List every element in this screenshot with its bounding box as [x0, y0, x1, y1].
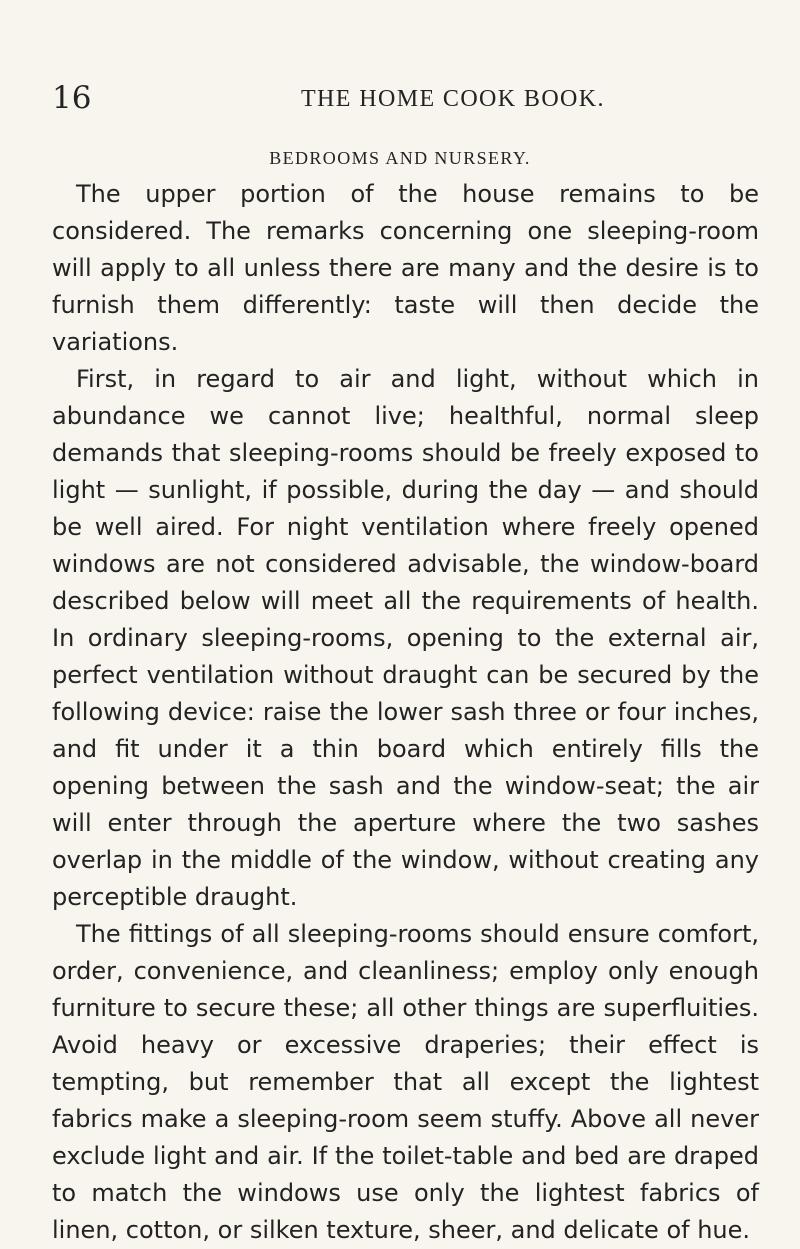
body-text — [52, 176, 759, 1249]
paragraph: The fittings of all sleeping-rooms should ensure comfort, order, convenience, and cleanliness; employ only enough furniture to secure these; all other things are superfluities. Avoid heavy or excessive draperies; their effect is tempting, but remember that all except the lightest fabrics make a sleeping-room seem stuffy. Above all never exclude light and air. If the toilet-table and bed are draped to match the windows use only the lightest fabrics of linen, cotton, or silken texture, sheer, and delicate of hue. — [52, 920, 759, 1244]
page-number: 16 — [52, 80, 92, 116]
paragraph: The upper portion of the house remains to be considered. The remarks concerning one sleeping-room will apply to all unless there are many and the desire is to furnish them differently: taste will then decide the variations. — [52, 180, 759, 356]
running-head — [52, 78, 752, 118]
book-title: THE HOME COOK BOOK. — [301, 86, 605, 112]
section-heading: BEDROOMS AND NURSERY. — [269, 148, 531, 168]
paragraph: First, in regard to air and light, without which in abundance we cannot live; healthful, normal sleep demands that sleeping-rooms should be freely exposed to light — sunlight, if possible, during the day — and should be well aired. For night ventilation where freely opened windows are not considered advisable, the window-board described below will meet all the requirements of health. In ordinary sleeping-rooms, opening to the external air, perfect ventilation without draught can be secured by the following device: raise the lower sash three or four inches, and fit under it a thin board which entirely fills the opening between the sash and the window-seat; the air will enter through the aperture where the two sashes overlap in the middle of the window, without creating any perceptible draught. — [52, 365, 759, 911]
